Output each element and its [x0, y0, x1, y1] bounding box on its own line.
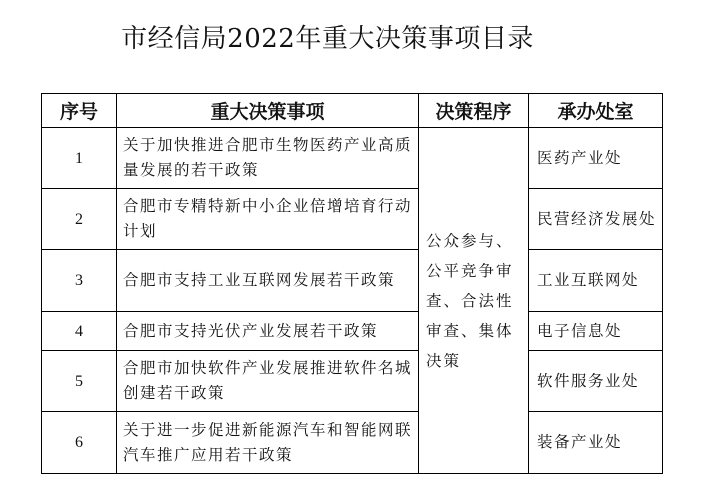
row-item: 合肥市支持工业互联网发展若干政策 — [117, 250, 419, 312]
row-seq: 3 — [42, 250, 117, 312]
row-item: 关于进一步促进新能源汽车和智能网联汽车推广应用若干政策 — [117, 412, 419, 474]
row-seq: 4 — [42, 312, 117, 351]
row-office: 软件服务业处 — [529, 351, 663, 412]
document-title: 市经信局2022年重大决策事项目录 — [121, 24, 534, 54]
table-row — [42, 128, 663, 189]
row-office: 工业互联网处 — [529, 250, 663, 312]
row-office: 民营经济发展处 — [529, 189, 663, 250]
decision-table — [41, 93, 663, 474]
table-row — [42, 351, 663, 412]
table-row — [42, 250, 663, 312]
row-seq: 6 — [42, 412, 117, 474]
row-seq: 2 — [42, 189, 117, 250]
row-seq: 5 — [42, 351, 117, 412]
table-row — [42, 189, 663, 250]
header-item: 重大决策事项 — [117, 94, 419, 128]
header-procedure: 决策程序 — [419, 94, 529, 128]
row-office: 电子信息处 — [529, 312, 663, 351]
table-row — [42, 312, 663, 351]
row-office: 装备产业处 — [529, 412, 663, 474]
row-item: 合肥市加快软件产业发展推进软件名城创建若干政策 — [117, 351, 419, 412]
row-item: 合肥市专精特新中小企业倍增培育行动计划 — [117, 189, 419, 250]
row-item: 关于加快推进合肥市生物医药产业高质量发展的若干政策 — [117, 128, 419, 189]
row-item: 合肥市支持光伏产业发展若干政策 — [117, 312, 419, 351]
decision-procedure: 公众参与、公平竞争审查、合法性审查、集体决策 — [419, 128, 529, 474]
header-row — [42, 94, 663, 128]
row-seq: 1 — [42, 128, 117, 189]
row-office: 医药产业处 — [529, 128, 663, 189]
header-office: 承办处室 — [529, 94, 663, 128]
header-seq: 序号 — [42, 94, 117, 128]
table-row — [42, 412, 663, 474]
